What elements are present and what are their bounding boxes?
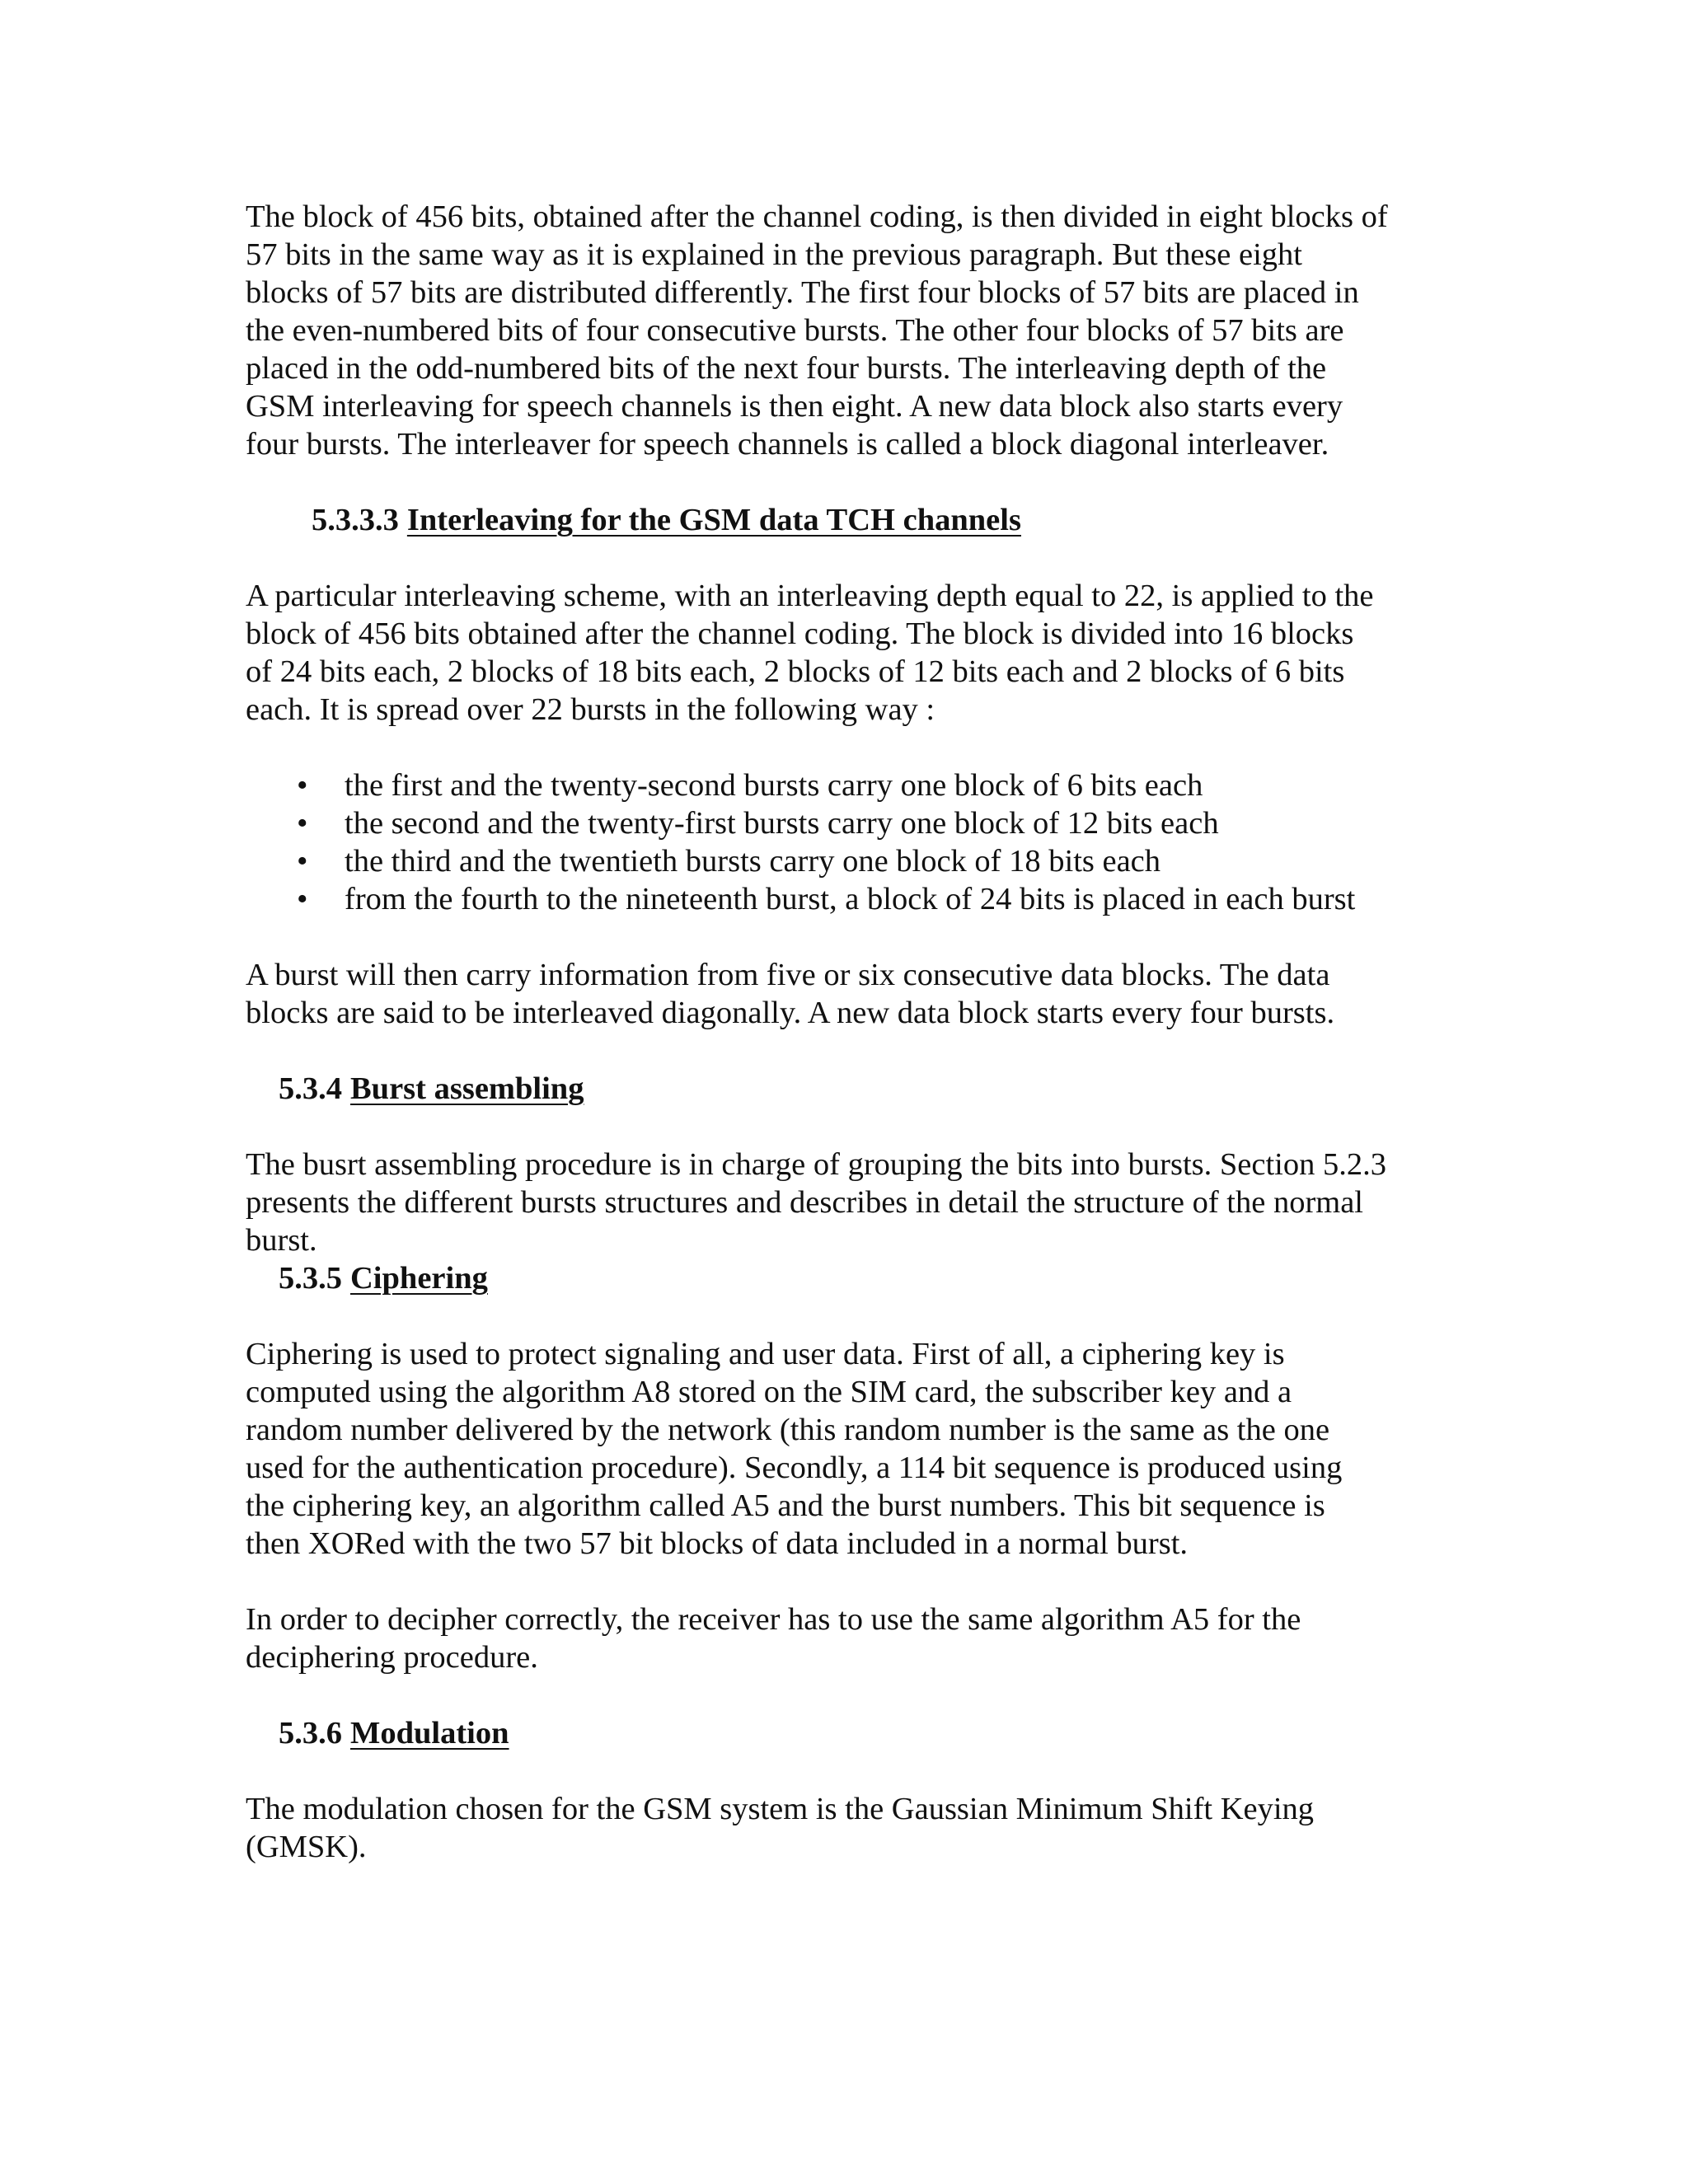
bullet-icon: • bbox=[297, 844, 308, 879]
list-item bbox=[246, 880, 1449, 918]
section-title: Ciphering bbox=[350, 1261, 488, 1296]
paragraph-diagonal-interleaving: A burst will then carry information from five or six consecutive data blocks. The data blocks are said to be interleaved diagonally. A new data block starts every four bursts. bbox=[246, 958, 1335, 1030]
section-heading-5-3-5 bbox=[246, 1259, 1449, 1297]
bullet-icon: • bbox=[297, 882, 308, 916]
section-number: 5.3.3.3 bbox=[312, 503, 399, 537]
section-heading-5-3-6 bbox=[246, 1714, 1449, 1752]
burst-bullet-list bbox=[246, 766, 1449, 918]
section-heading-5-3-4 bbox=[246, 1070, 1449, 1108]
list-item bbox=[246, 842, 1449, 880]
paragraph-data-tch-interleaving: A particular interleaving scheme, with an interleaving depth equal to 22, is applied to the block of 456 bits obtained after the channel coding. The block is divided into 16 blocks of 24 bits each, 2 blocks of 18 bits each, 2 blocks of 12 bits each and 2 blocks of 6 bits each. It is spread over 22 bursts in the following way : bbox=[246, 579, 1374, 727]
section-title: Interleaving for the GSM data TCH channels bbox=[406, 503, 1021, 537]
list-item-text: the first and the twenty-second bursts carry one block of 6 bits each bbox=[345, 768, 1203, 803]
section-title: Modulation bbox=[350, 1716, 509, 1750]
section-number: 5.3.6 bbox=[279, 1716, 342, 1750]
list-item-text: the second and the twenty-first bursts carry one block of 12 bits each bbox=[345, 806, 1219, 841]
list-item bbox=[246, 804, 1449, 842]
section-number: 5.3.4 bbox=[279, 1071, 342, 1106]
paragraph-ciphering: Ciphering is used to protect signaling and user data. First of all, a ciphering key is computed using the algorithm A8 stored on the SIM card, the subscriber key and a random number delivered by the network (this random number is the same as the one used for the authentication procedure). Secondly, a 114 bit sequence is produced using the ciphering key, an algorithm called A5 and the burst numbers. This bit sequence is then XORed with the two 57 bit blocks of data included in a normal burst. bbox=[246, 1337, 1343, 1561]
section-title: Burst assembling bbox=[350, 1071, 584, 1106]
paragraph-modulation: The modulation chosen for the GSM system is the Gaussian Minimum Shift Keying (GMSK). bbox=[246, 1792, 1315, 1864]
paragraph-deciphering: In order to decipher correctly, the receiver has to use the same algorithm A5 for the deciphering procedure. bbox=[246, 1602, 1301, 1675]
bullet-icon: • bbox=[297, 806, 308, 841]
paragraph-speech-interleaving: The block of 456 bits, obtained after the channel coding, is then divided in eight blocks of 57 bits in the same way as it is explained in the previous paragraph. But these eight blocks of 57 bits are distributed differently. The first four blocks of 57 bits are placed in the even-numbered bits of four consecutive bursts. The other four blocks of 57 bits are placed in the odd-numbered bits of the next four bursts. The interleaving depth of the GSM interleaving for speech channels is then eight. A new data block also starts every four bursts. The interleaver for speech channels is called a block diagonal interleaver. bbox=[246, 199, 1388, 462]
section-number: 5.3.5 bbox=[279, 1261, 342, 1296]
section-heading-5-3-3-3 bbox=[246, 501, 1449, 539]
list-item-text: from the fourth to the nineteenth burst, a block of 24 bits is placed in each burst bbox=[345, 882, 1356, 916]
list-item-text: the third and the twentieth bursts carry one block of 18 bits each bbox=[345, 844, 1161, 879]
list-item bbox=[246, 766, 1449, 804]
document-page bbox=[246, 198, 1449, 1866]
paragraph-burst-assembling: The busrt assembling procedure is in charge of grouping the bits into bursts. Section 5.2.3 presents the different bursts structures and describes in detail the structure of the normal burst. bbox=[246, 1147, 1386, 1258]
bullet-icon: • bbox=[297, 768, 308, 803]
